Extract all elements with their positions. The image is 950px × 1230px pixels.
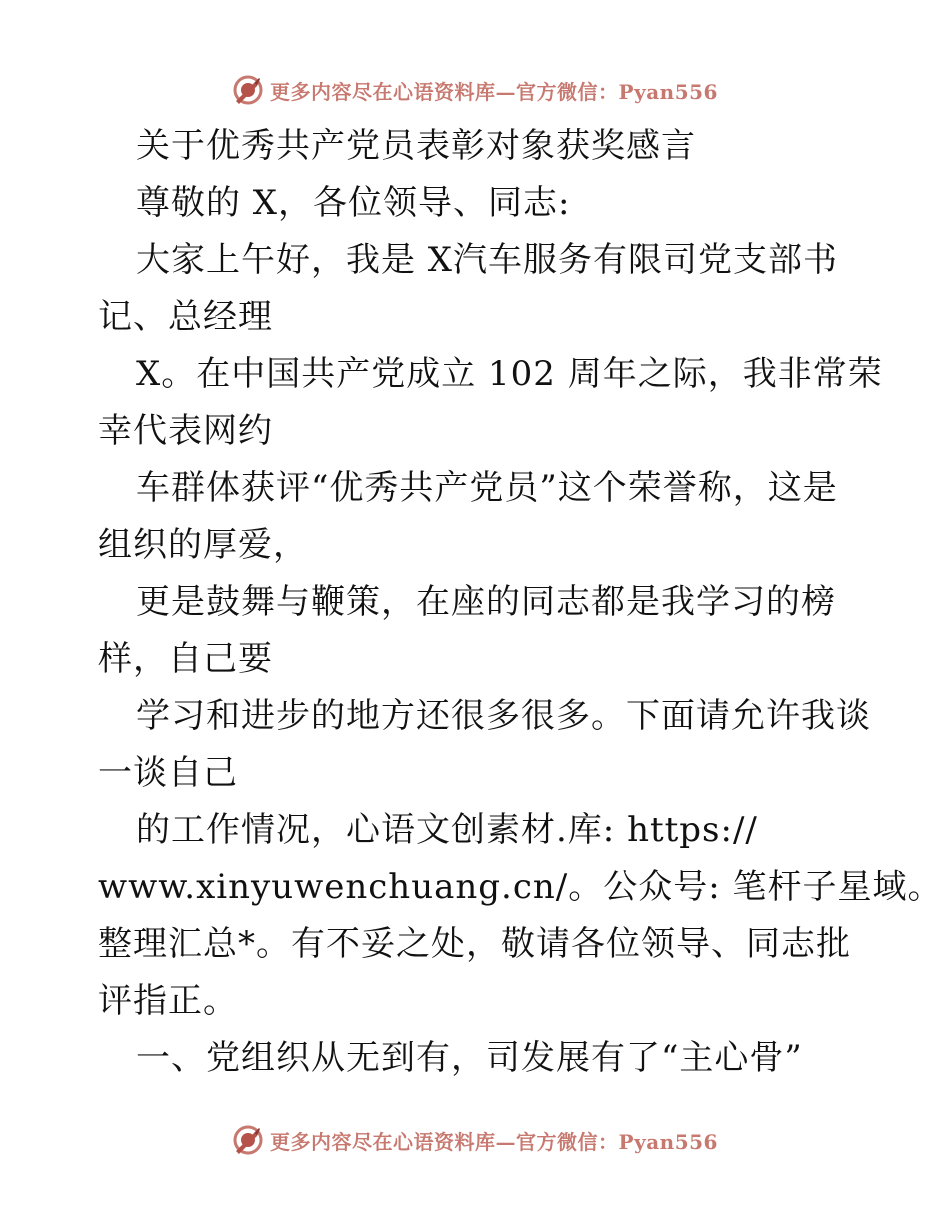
text-line: 更是鼓舞与鞭策，在座的同志都是我学习的榜: [136, 582, 836, 622]
text-line: 一谈自己: [98, 753, 238, 793]
watermark-text: 更多内容尽在心语资料库—官方微信：Pyan556: [270, 79, 718, 104]
pen-logo-icon: [232, 1124, 264, 1156]
text-line: 的工作情况，心语文创素材.库: https://: [136, 810, 758, 850]
text-line: 整理汇总*。有不妥之处，敬请各位领导、同志批: [98, 924, 851, 964]
text-line: X。在中国共产党成立 102 周年之际，我非常荣: [136, 354, 883, 394]
text-line: www.xinyuwenchuang.cn/。公众号: 笔杆子星域。: [98, 867, 943, 907]
watermark-banner-bottom: [0, 1120, 950, 1160]
text-line: 一、党组织从无到有，司发展有了“主心骨”: [136, 1038, 803, 1078]
text-line: 评指正。: [98, 981, 238, 1021]
text-line: 学习和进步的地方还很多很多。下面请允许我谈: [136, 696, 871, 736]
watermark-banner-top: [0, 70, 950, 110]
text-line: 大家上午好，我是 X汽车服务有限司党支部书: [136, 240, 839, 280]
pen-logo-icon: [232, 74, 264, 106]
text-line: 尊敬的 X，各位领导、同志:: [136, 183, 571, 223]
text-line: 样，自己要: [98, 639, 273, 679]
text-line: 组织的厚爱，: [98, 525, 308, 565]
text-line: 车群体获评“优秀共产党员”这个荣誉称，这是: [136, 468, 838, 508]
text-line: 幸代表网约: [98, 411, 273, 451]
document-body: [98, 118, 943, 1087]
watermark-text: 更多内容尽在心语资料库—官方微信：Pyan556: [270, 1129, 718, 1154]
text-line: 记、总经理: [98, 297, 273, 337]
text-line: 关于优秀共产党员表彰对象获奖感言: [136, 126, 696, 166]
